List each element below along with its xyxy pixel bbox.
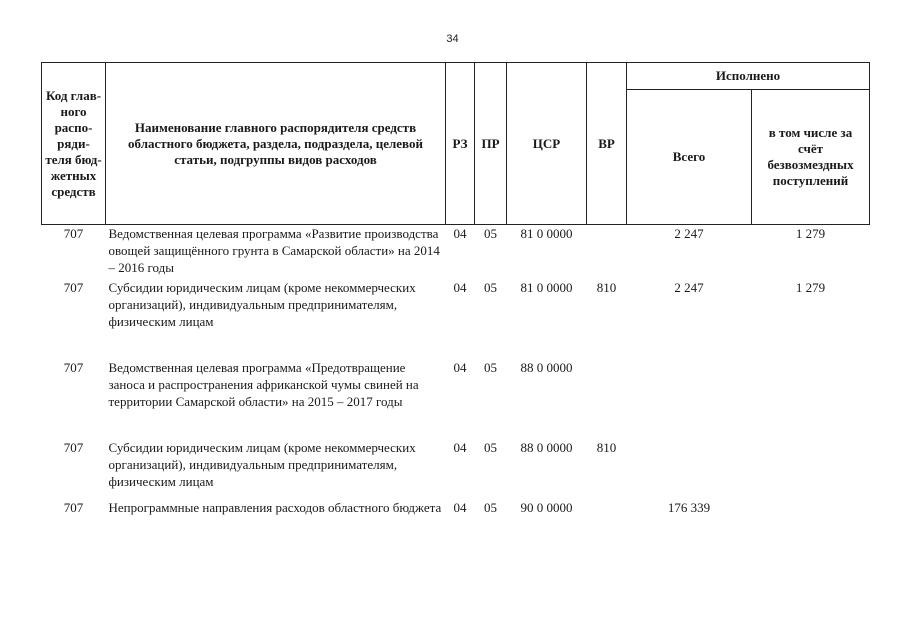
row-pr: 05 (484, 500, 497, 515)
row-code: 707 (63, 280, 84, 295)
row-rz: 04 (453, 360, 467, 375)
header-name: Наименование главного распорядителя средств областного бюджета, раздела, подраздела, целевой статьи, подгруппы видов расходов (106, 63, 446, 225)
row-csr: 88 0 0000 (520, 360, 573, 375)
table-header (42, 63, 870, 225)
row-name: Субсидии юридическим лицам (кроме некоммерческих организаций), индивидуальным предпринимателям, физическим лицам (108, 280, 416, 329)
row-total (627, 439, 752, 499)
row-including: 1 279 (795, 226, 826, 241)
header-code: Код глав-ного распо-ряди-теля бюд-жетных средств (42, 63, 106, 225)
row-rz: 04 (453, 226, 467, 241)
row-csr: 81 0 0000 (520, 226, 573, 241)
row-total: 2 247 (674, 226, 704, 241)
row-vr (587, 225, 627, 280)
row-rz: 04 (453, 440, 467, 455)
header-including: в том числе за счёт безвозмездных поступлений (752, 90, 870, 225)
row-csr: 90 0 0000 (520, 500, 573, 515)
page-number: 34 (446, 33, 459, 45)
row-total: 2 247 (674, 280, 704, 295)
header-total: Всего (627, 90, 752, 225)
table-row (42, 499, 870, 539)
row-including: 1 279 (795, 280, 826, 295)
row-name: Непрограммные направления расходов областного бюджета (108, 500, 442, 515)
row-including (752, 439, 870, 499)
row-vr (587, 359, 627, 439)
header-csr: ЦСР (507, 63, 587, 225)
row-vr: 810 (596, 280, 617, 295)
row-pr: 05 (484, 280, 497, 295)
row-rz: 04 (453, 500, 467, 515)
table-row (42, 359, 870, 439)
row-including (752, 499, 870, 539)
row-csr: 81 0 0000 (520, 280, 573, 295)
row-pr: 05 (484, 360, 497, 375)
row-name: Субсидии юридическим лицам (кроме некоммерческих организаций), индивидуальным предпринимателям, физическим лицам (108, 440, 416, 489)
row-pr: 05 (484, 440, 497, 455)
header-pr: ПР (475, 63, 507, 225)
row-csr: 88 0 0000 (520, 440, 573, 455)
row-code: 707 (63, 500, 84, 515)
row-pr: 05 (484, 226, 497, 241)
row-vr (587, 499, 627, 539)
table-row (42, 279, 870, 359)
header-executed: Исполнено (627, 63, 870, 90)
row-including (752, 359, 870, 439)
row-name: Ведомственная целевая программа «Развитие производства овощей защищённого грунта в Самарской области» на 2014 – 2016 годы (108, 226, 440, 275)
row-name: Ведомственная целевая программа «Предотвращение заноса и распространения африканской чумы свиней на территории Самарской области» на 2015 – 2017 годы (108, 360, 419, 409)
row-total: 176 339 (667, 500, 711, 515)
row-code: 707 (63, 360, 84, 375)
table-row (42, 225, 870, 280)
row-code: 707 (63, 226, 84, 241)
row-rz: 04 (453, 280, 467, 295)
header-rz: РЗ (446, 63, 475, 225)
row-total (627, 359, 752, 439)
budget-table (41, 62, 870, 539)
row-code: 707 (63, 440, 84, 455)
row-vr: 810 (596, 440, 617, 455)
header-vr: ВР (587, 63, 627, 225)
table-row (42, 439, 870, 499)
